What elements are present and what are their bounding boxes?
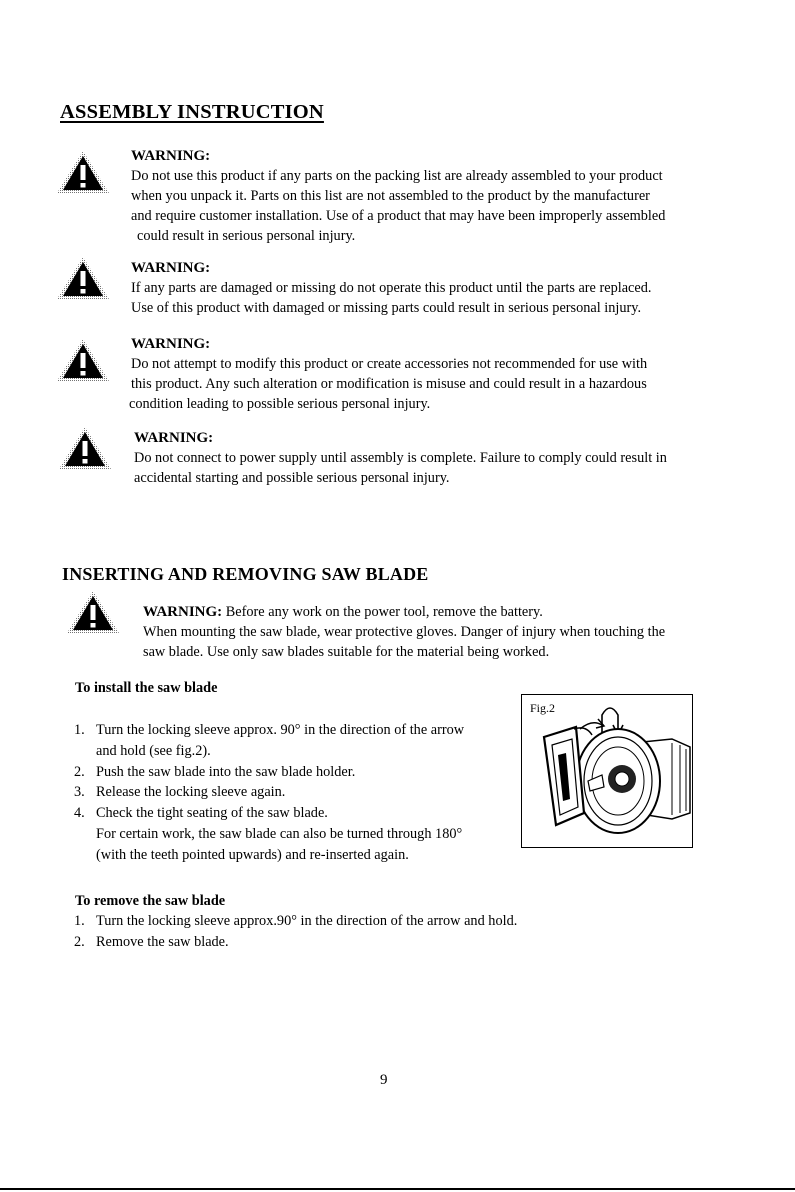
step-text: (with the teeth pointed upwards) and re-inserted again. bbox=[96, 846, 409, 863]
step-number: 2. bbox=[74, 763, 85, 780]
warning-block-4 bbox=[134, 428, 667, 488]
warning-text-line: Before any work on the power tool, remove the battery. bbox=[225, 604, 543, 620]
warning-triangle-icon bbox=[56, 338, 110, 382]
warning-title: WARNING: bbox=[143, 604, 223, 620]
warning-triangle-icon bbox=[58, 426, 112, 470]
warning-text-line: When mounting the saw blade, wear protective gloves. Danger of injury when touching the bbox=[143, 624, 666, 640]
warning-block-1 bbox=[131, 146, 665, 246]
warning-title: WARNING: bbox=[131, 148, 211, 164]
warning-title: WARNING: bbox=[134, 430, 214, 446]
warning-text-line: when you unpack it. Parts on this list are not assembled to the product by the manufacturer bbox=[131, 188, 650, 204]
step-number: 4. bbox=[74, 805, 85, 822]
warning-text-line: Do not connect to power supply until assembly is complete. Failure to comply could result in bbox=[134, 450, 667, 466]
warning-text-line: condition leading to possible serious personal injury. bbox=[129, 396, 431, 412]
page-title: ASSEMBLY INSTRUCTION bbox=[60, 101, 324, 123]
warning-title: WARNING: bbox=[131, 260, 211, 276]
step-text: Release the locking sleeve again. bbox=[96, 784, 286, 801]
warning-triangle-icon bbox=[56, 256, 110, 300]
install-heading: To install the saw blade bbox=[75, 680, 218, 696]
install-steps bbox=[74, 720, 464, 866]
remove-steps bbox=[74, 911, 517, 953]
step-number: 1. bbox=[74, 722, 85, 738]
step-number: 3. bbox=[74, 784, 85, 801]
section-heading: INSERTING AND REMOVING SAW BLADE bbox=[62, 564, 429, 584]
page-number: 9 bbox=[380, 1072, 388, 1088]
step-number: 1. bbox=[74, 913, 85, 929]
warning-text-line: Do not attempt to modify this product or create accessories not recommended for use with bbox=[131, 356, 648, 372]
warning-block-3 bbox=[131, 334, 647, 414]
list-item bbox=[74, 720, 464, 741]
warning-text-line: If any parts are damaged or missing do not operate this product until the parts are replaced. bbox=[131, 280, 652, 296]
warning-block-2 bbox=[131, 258, 651, 318]
list-item bbox=[74, 911, 517, 932]
list-item bbox=[74, 932, 517, 953]
list-item bbox=[74, 803, 464, 824]
warning-title: WARNING: bbox=[131, 336, 211, 352]
bottom-rule bbox=[0, 1188, 795, 1190]
step-number: 2. bbox=[74, 933, 85, 950]
step-text: For certain work, the saw blade can also be turned through 180° bbox=[96, 825, 463, 842]
list-item bbox=[74, 782, 464, 803]
step-text: Turn the locking sleeve approx.90° in the direction of the arrow and hold. bbox=[96, 913, 518, 929]
step-text: Check the tight seating of the saw blade. bbox=[96, 805, 328, 822]
warning-text-line: Use of this product with damaged or missing parts could result in serious personal injury. bbox=[131, 300, 642, 316]
step-text: and hold (see fig.2). bbox=[96, 742, 211, 759]
warning-text-line: this product. Any such alteration or modification is misuse and could result in a hazardous bbox=[131, 376, 647, 392]
warning-text-line: could result in serious personal injury. bbox=[137, 228, 356, 244]
warning-text-line: Do not use this product if any parts on the packing list are already assembled to your product bbox=[131, 168, 663, 184]
warning-block-5 bbox=[143, 602, 665, 662]
step-text: Remove the saw blade. bbox=[96, 933, 229, 950]
list-item bbox=[74, 762, 464, 783]
figure-2 bbox=[521, 694, 693, 848]
remove-heading: To remove the saw blade bbox=[75, 893, 226, 909]
warning-text-line: saw blade. Use only saw blades suitable for the material being worked. bbox=[143, 644, 550, 660]
warning-triangle-icon bbox=[56, 150, 110, 194]
warning-text-line: and require customer installation. Use of a product that may have been improperly assembled bbox=[131, 208, 666, 224]
warning-text-line: accidental starting and possible serious personal injury. bbox=[134, 470, 450, 486]
warning-triangle-icon bbox=[66, 590, 120, 634]
saw-blade-illustration bbox=[522, 695, 693, 848]
step-text: Turn the locking sleeve approx. 90° in the direction of the arrow bbox=[96, 722, 465, 738]
figure-label: Fig.2 bbox=[530, 701, 556, 715]
step-text: Push the saw blade into the saw blade holder. bbox=[96, 763, 356, 780]
